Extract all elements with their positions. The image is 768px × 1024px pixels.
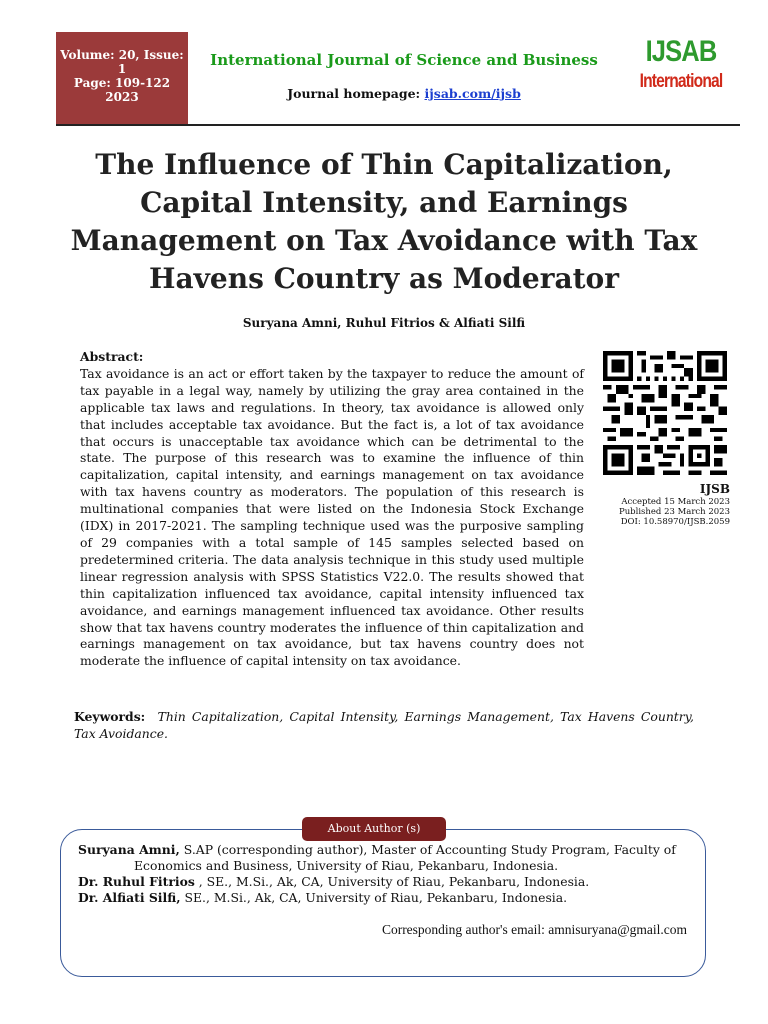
- qr-code-icon: [603, 351, 727, 475]
- accepted-date: Accepted 15 March 2023: [621, 497, 730, 507]
- journal-name: International Journal of Science and Business: [210, 51, 598, 69]
- journal-homepage: [190, 86, 618, 101]
- keywords: [74, 708, 694, 742]
- author-3-name: Dr. Alfiati Silfi,: [78, 890, 181, 905]
- author-2-name: Dr. Ruhul Fitrios: [78, 874, 195, 889]
- page-line: Page: 109-122: [73, 76, 171, 90]
- corresponding-email: Corresponding author's email: amnisuryana@gmail.com: [381, 922, 687, 937]
- homepage-link[interactable]: ijsab.com/ijsb: [424, 86, 521, 101]
- author-3-affiliation: Dr. Alfiati Silfi, SE., M.Si., Ak, CA, University of Riau, Pekanbaru, Indonesia.: [78, 890, 568, 905]
- volume-line: Volume: 20, Issue: 1: [60, 48, 184, 76]
- keywords-label: Keywords:: [74, 709, 146, 724]
- author-1-name: Suryana Amni,: [78, 842, 180, 857]
- about-authors-tab: About Author (s): [302, 817, 446, 841]
- header-divider: [56, 124, 740, 126]
- year-line: 2023: [105, 90, 139, 104]
- ijsab-logo: [628, 33, 734, 107]
- publication-info: [594, 482, 730, 527]
- keywords-text: Thin Capitalization, Capital Intensity, Earnings Management, Tax Havens Country, Tax Avoidance.: [74, 709, 694, 741]
- homepage-label: Journal homepage:: [287, 86, 421, 101]
- about-authors-text: [78, 842, 688, 906]
- published-date: Published 23 March 2023: [618, 507, 730, 517]
- author-1-affiliation-cont: Economics and Business, University of Riau, Pekanbaru, Indonesia.: [134, 858, 559, 873]
- abstract: [80, 349, 584, 670]
- author-list: Suryana Amni, Ruhul Fitrios & Alfiati Silfi: [242, 316, 526, 330]
- volume-info-box: [56, 32, 188, 124]
- author-1-affiliation: Suryana Amni, S.AP (corresponding author), Master of Accounting Study Program, Faculty of: [78, 842, 676, 857]
- paper-title: The Influence of Thin Capitalization, Capital Intensity, and Earnings Management on Tax Avoidance with Tax Havens Country as Moderator: [70, 148, 698, 295]
- doi: DOI: 10.58970/IJSB.2059: [620, 517, 730, 527]
- abstract-heading: Abstract:: [80, 349, 144, 364]
- author-2-affiliation: Dr. Ruhul Fitrios , SE., M.Si., Ak, CA, University of Riau, Pekanbaru, Indonesia.: [78, 874, 590, 889]
- abstract-text: Tax avoidance is an act or effort taken by the taxpayer to reduce the amount of tax payable in a legal way, namely by utilizing the gray area contained in the applicable tax laws and regulations. In theory, tax avoidance is allowed only that includes acceptable tax avoidance. But the fact is, a lot of tax avoidance that occurs is unacceptable tax avoidance which can be detrimental to the state. The purpose of this research was to examine the influence of thin capitalization, capital intensity, and earnings management on tax avoidance with tax havens country as moderators. The population of this research is multinational companies that were listed on the Indonesia Stock Exchange (IDX) in 2017-2021. The sampling technique used was the purposive sampling of 29 companies with a total sample of 145 samples selected based on predetermined criteria. The data analysis technique in this study used multiple linear regression analysis with SPSS Statistics V22.0. The results showed that thin capitalization influenced tax avoidance, capital intensity influenced tax avoidance, and earnings management influenced tax avoidance. Other results show that tax havens country moderates the influence of thin capitalization and earnings management on tax avoidance, but tax havens country does not moderate the influence of capital intensity on tax avoidance.: [80, 365, 584, 669]
- journal-abbreviation: IJSB: [699, 482, 730, 496]
- logo-top-text: IJSAB: [645, 35, 717, 68]
- logo-bottom-text: International: [639, 71, 723, 92]
